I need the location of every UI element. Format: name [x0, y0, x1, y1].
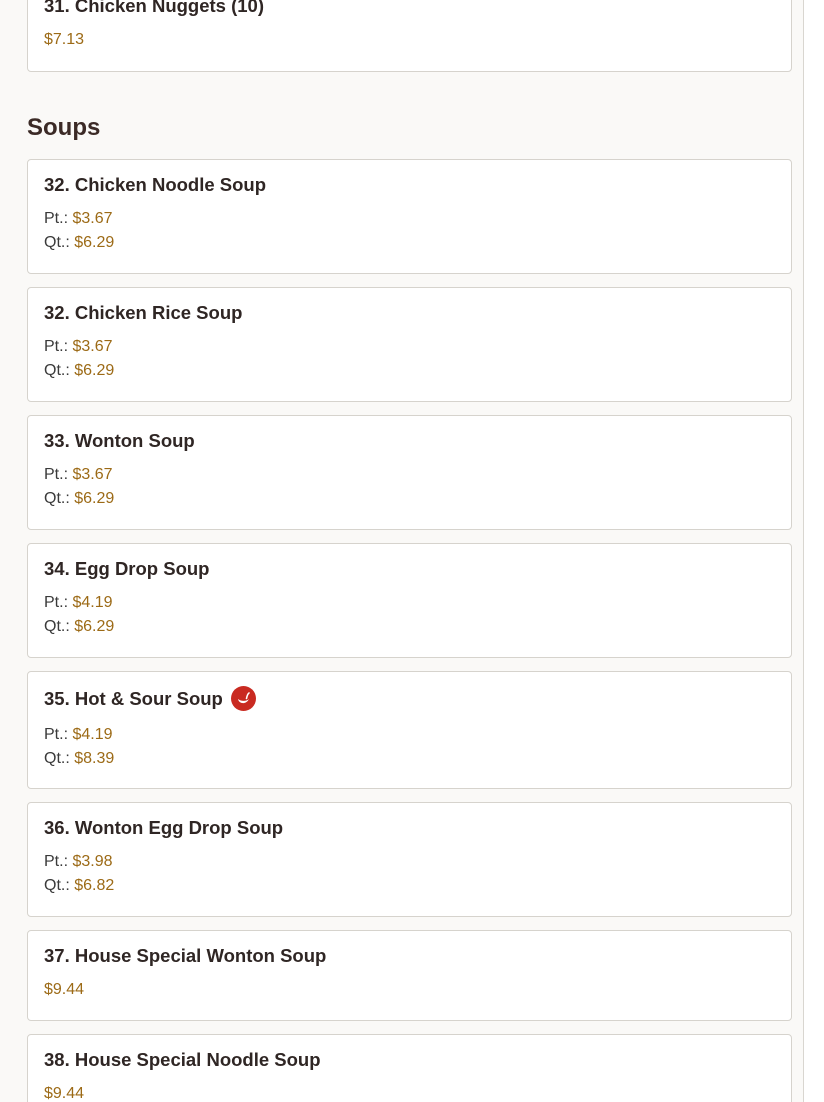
menu-item-card[interactable]: [27, 159, 792, 274]
menu-item-card[interactable]: [27, 415, 792, 530]
quart-price: $6.82: [74, 877, 115, 894]
pint-label: Pt.:: [44, 594, 69, 611]
pint-label: Pt.:: [44, 853, 69, 870]
pint-price: $3.98: [72, 853, 113, 870]
menu-item-title: 34. Egg Drop Soup: [44, 558, 210, 579]
quart-price: $8.39: [74, 750, 115, 767]
pint-price: $3.67: [72, 338, 113, 355]
menu-item-title: 33. Wonton Soup: [44, 430, 195, 451]
menu-item-card[interactable]: [27, 930, 792, 1021]
menu-item-title: 38. House Special Noodle Soup: [44, 1049, 321, 1070]
pint-label: Pt.:: [44, 726, 69, 743]
quart-price: $6.29: [74, 490, 115, 507]
quart-label: Qt.:: [44, 490, 70, 507]
quart-label: Qt.:: [44, 618, 70, 635]
menu-list: [27, 0, 792, 1102]
menu-item-card[interactable]: [27, 0, 792, 72]
quart-label: Qt.:: [44, 877, 70, 894]
menu-item-title: 32. Chicken Noodle Soup: [44, 174, 267, 195]
menu-item-prices: [44, 591, 775, 639]
menu-item-card[interactable]: [27, 802, 792, 917]
menu-item-card[interactable]: [27, 1034, 792, 1102]
menu-item-title: 36. Wonton Egg Drop Soup: [44, 817, 284, 838]
menu-item-prices: [44, 207, 775, 255]
menu-item-title: 32. Chicken Rice Soup: [44, 302, 243, 323]
quart-label: Qt.:: [44, 362, 70, 379]
menu-item-card[interactable]: [27, 671, 792, 789]
chili-pepper-icon: [231, 686, 256, 711]
menu-item-prices: [44, 978, 775, 1002]
menu-item-title: 37. House Special Wonton Soup: [44, 945, 327, 966]
menu-item-title: 31. Chicken Nuggets (10): [44, 0, 265, 16]
pint-price: $4.19: [72, 726, 113, 743]
pint-label: Pt.:: [44, 466, 69, 483]
quart-label: Qt.:: [44, 750, 70, 767]
menu-item-prices: [44, 463, 775, 511]
pint-price: $4.19: [72, 594, 113, 611]
menu-item-prices: [44, 335, 775, 383]
menu-item-card[interactable]: [27, 543, 792, 658]
pint-label: Pt.:: [44, 210, 69, 227]
menu-item-price: $9.44: [44, 981, 85, 998]
pint-price: $3.67: [72, 210, 113, 227]
quart-label: Qt.:: [44, 234, 70, 251]
menu-item-prices: [44, 1082, 775, 1102]
pint-price: $3.67: [72, 466, 113, 483]
menu-item-prices: [44, 723, 775, 771]
pint-label: Pt.:: [44, 338, 69, 355]
menu-item-price: $9.44: [44, 1085, 85, 1102]
menu-item-prices: [44, 850, 775, 898]
section-title-soups: Soups: [27, 114, 101, 141]
menu-item-price: $7.13: [44, 31, 85, 48]
menu-item-prices: [44, 28, 775, 52]
menu-item-title: 35. Hot & Sour Soup: [44, 687, 223, 709]
quart-price: $6.29: [74, 618, 115, 635]
menu-item-card[interactable]: [27, 287, 792, 402]
quart-price: $6.29: [74, 234, 115, 251]
quart-price: $6.29: [74, 362, 115, 379]
menu-item-title-row: [44, 686, 775, 711]
